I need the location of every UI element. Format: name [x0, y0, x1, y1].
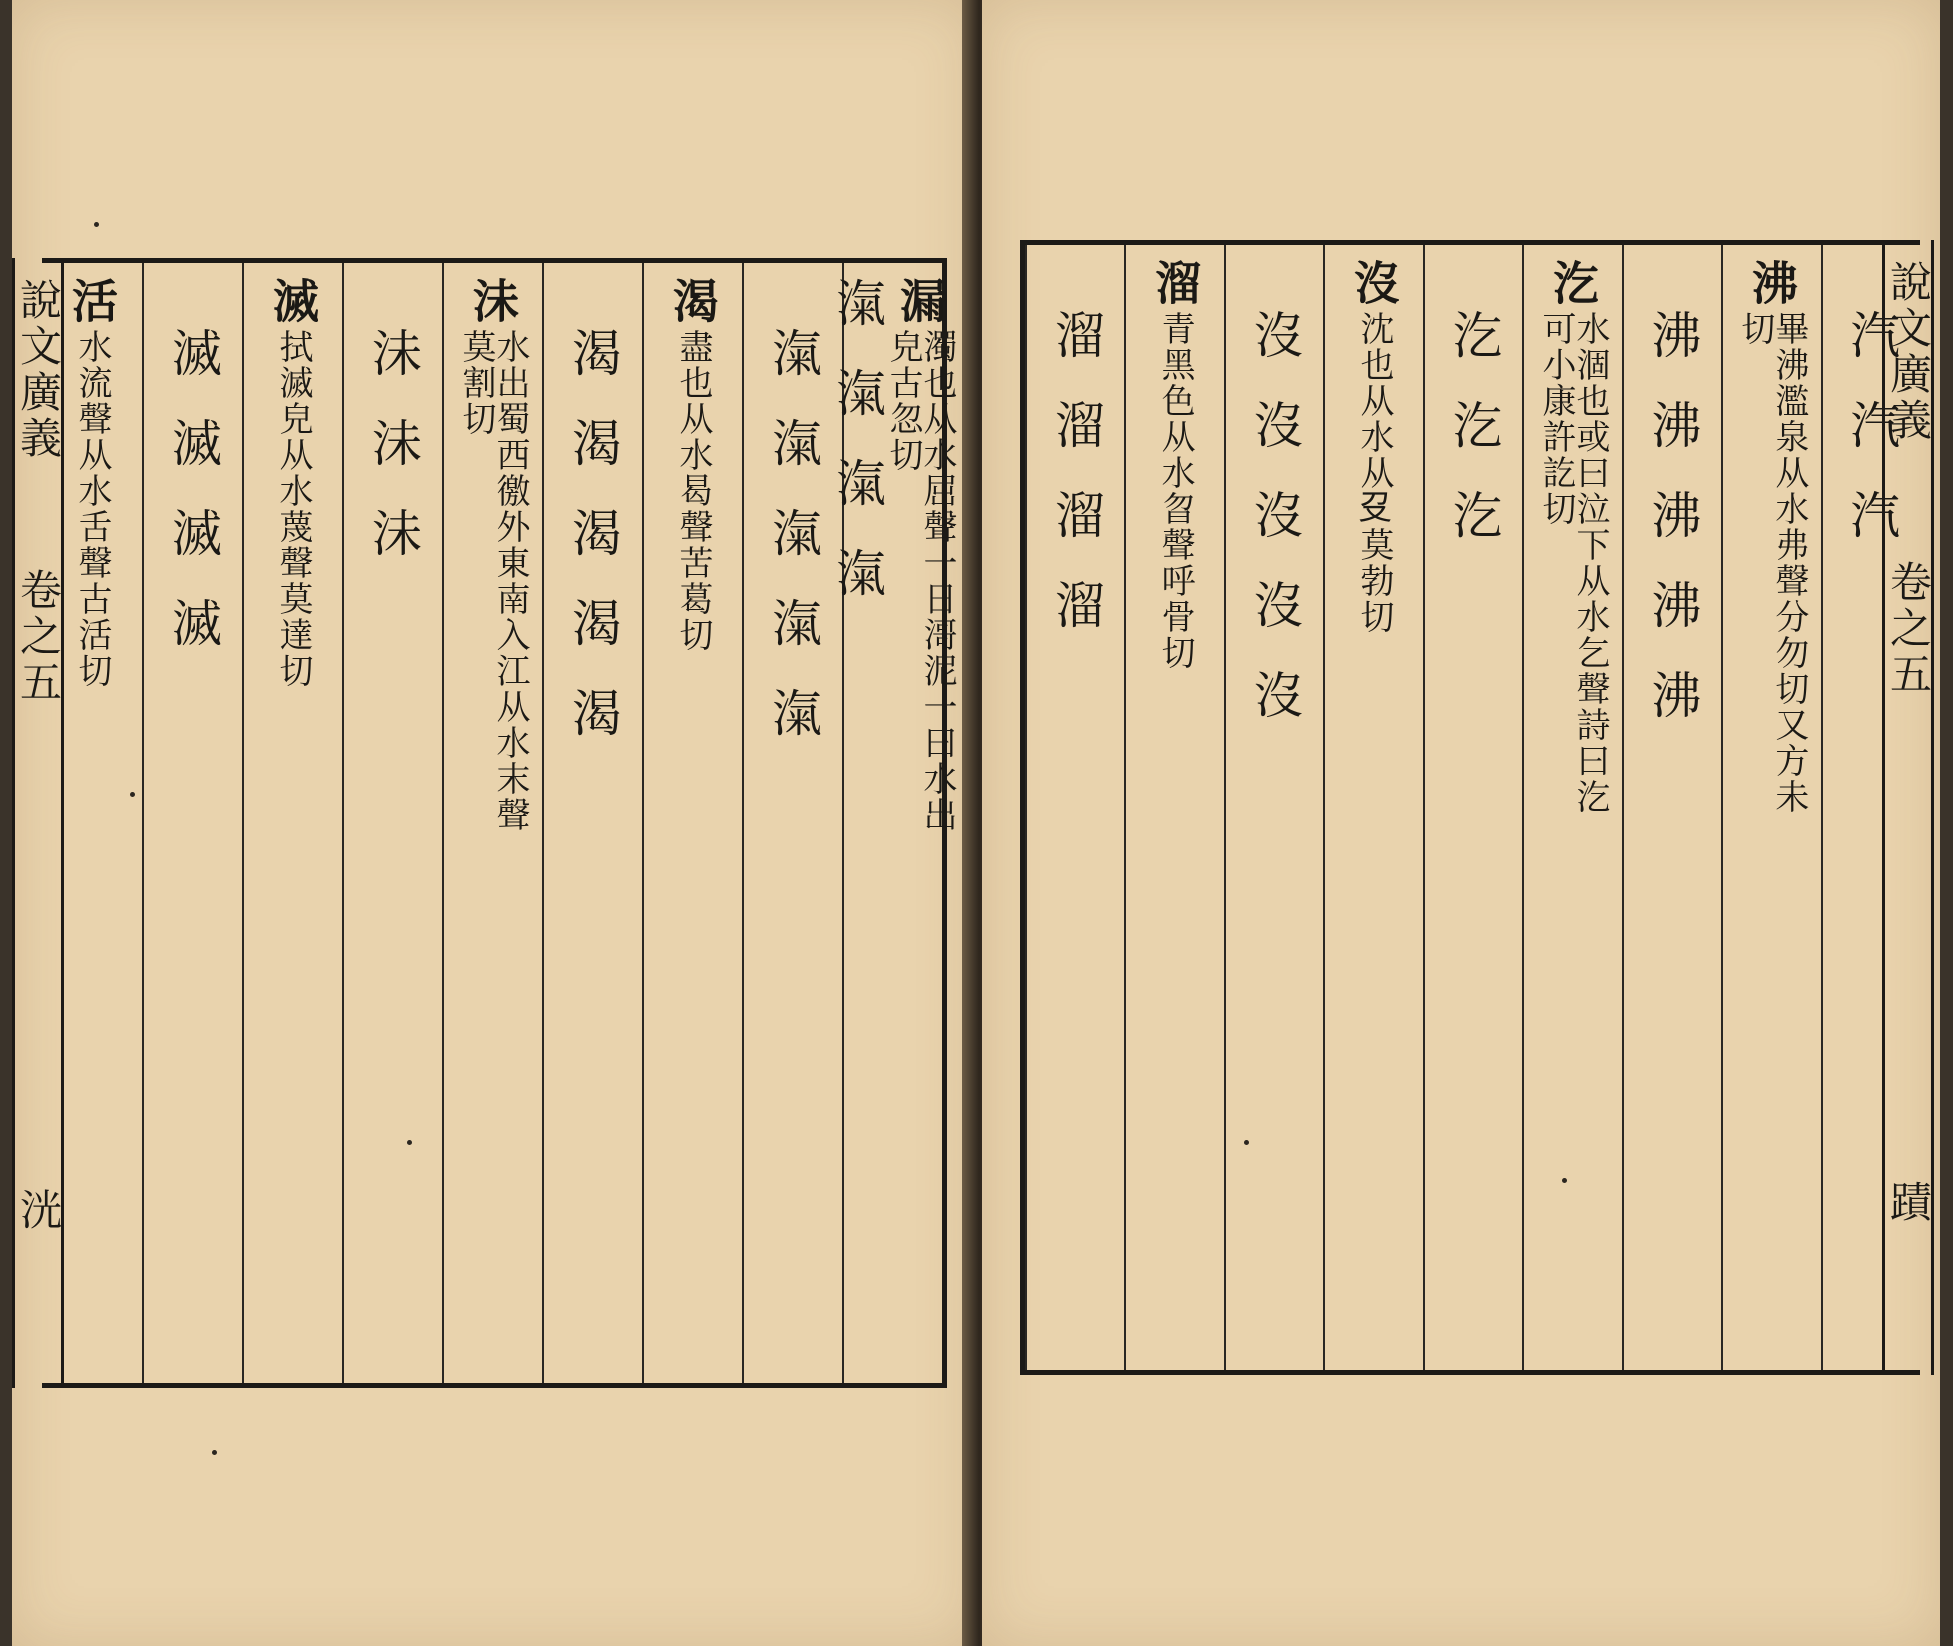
entry-headword: 溜 — [1148, 259, 1203, 307]
text-column — [1721, 245, 1820, 1370]
text-column — [42, 263, 142, 1383]
text-column — [542, 263, 642, 1383]
seal-script-forms: 滊滊滊滊 — [828, 277, 886, 637]
entry-annotation: 水流聲从水舌聲古活切 — [72, 329, 112, 689]
right-margin-strip — [1882, 240, 1934, 1375]
entry-headword: 汔 — [1545, 259, 1600, 307]
text-column — [342, 263, 442, 1383]
text-column — [242, 263, 342, 1383]
seal-script-forms: 滅滅滅滅 — [164, 327, 222, 687]
ink-dot — [94, 222, 99, 227]
seal-script-forms: 汽汽汽 — [1842, 309, 1901, 579]
seal-script-forms: 溜溜溜溜 — [1046, 309, 1105, 669]
text-column — [1622, 245, 1721, 1370]
seal-script-forms: 沬沬沬 — [364, 327, 422, 597]
ink-dot — [1244, 1140, 1249, 1145]
ink-dot — [130, 792, 135, 797]
entry-headword: 渴 — [666, 277, 720, 325]
left-text-frame — [42, 258, 957, 1388]
entry-headword: 滅 — [266, 277, 320, 325]
entry-headword: 活 — [65, 277, 119, 325]
right-margin-volume: 卷之五 — [1884, 560, 1933, 698]
entry-annotation: 青黑色从水曶聲呼骨切 — [1155, 311, 1196, 671]
entry-annotation: 水出蜀西徼外東南入江从水末聲莫割切 — [456, 329, 530, 833]
entry-headword: 沒 — [1347, 259, 1402, 307]
entry-annotation: 濁也从水屈聲一日滒泥一曰水出皃古忽切 — [883, 329, 957, 833]
right-book-page — [982, 0, 1940, 1646]
entry-annotation: 沈也从水从𠬛莫勃切 — [1354, 311, 1395, 635]
ink-dot — [212, 1450, 217, 1455]
text-column — [828, 263, 957, 1383]
right-text-frame — [1020, 240, 1920, 1375]
entry-annotation: 盡也从水曷聲苦葛切 — [673, 329, 713, 653]
entry-headword: 沸 — [1744, 259, 1799, 307]
text-column — [442, 263, 542, 1383]
text-column — [1025, 245, 1124, 1370]
entry-annotation: 畢沸濫泉从水弗聲分勿切又方未切 — [1734, 311, 1809, 815]
text-column — [1124, 245, 1223, 1370]
seal-script-forms: 沸沸沸沸沸 — [1643, 309, 1702, 759]
seal-script-forms: 渴渴渴渴渴 — [564, 327, 622, 777]
right-margin-title: 說文廣義 — [1884, 260, 1933, 444]
entry-annotation: 水涸也或曰泣下从水乞聲詩曰汔可小康許訖切 — [1535, 311, 1610, 815]
left-book-page — [12, 0, 974, 1646]
ink-dot — [1562, 1178, 1567, 1183]
entry-annotation: 拭滅皃从水蔑聲莫達切 — [273, 329, 313, 689]
left-margin-title: 說文廣義 — [14, 278, 63, 462]
ink-dot — [407, 1140, 412, 1145]
text-column — [142, 263, 242, 1383]
right-margin-bottom: 蹟 — [1884, 1180, 1933, 1226]
text-column — [642, 263, 742, 1383]
seal-script-forms: 滊滊滊滊滊 — [764, 327, 822, 777]
entry-headword: 漏 — [893, 277, 947, 325]
seal-script-forms: 汔汔汔 — [1444, 309, 1503, 579]
text-column — [1224, 245, 1323, 1370]
text-column — [1423, 245, 1522, 1370]
left-margin-bottom: 洸 — [14, 1188, 63, 1234]
seal-script-forms: 沒沒沒沒沒 — [1245, 309, 1304, 759]
text-column — [742, 263, 842, 1383]
entry-headword: 沬 — [466, 277, 520, 325]
text-column — [1323, 245, 1422, 1370]
left-margin-volume: 卷之五 — [14, 568, 63, 706]
text-column — [1522, 245, 1621, 1370]
